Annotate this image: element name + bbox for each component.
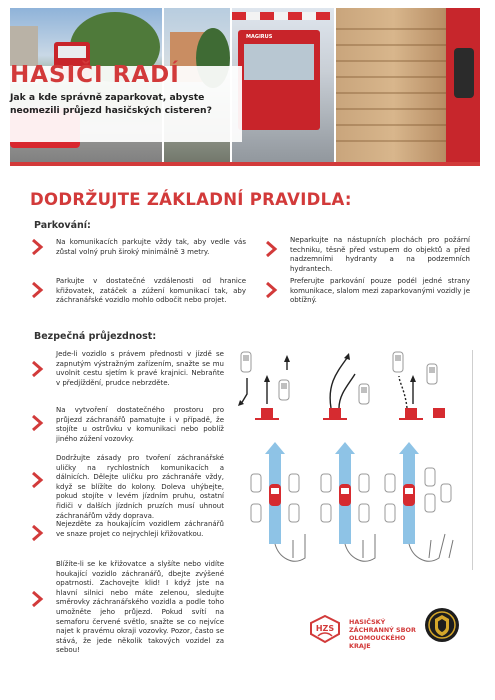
traffic-illustrations (235, 344, 470, 574)
photo-warning-stripe (232, 12, 246, 20)
safe-passage-item: Nejezděte za houkajícím vozidlem záchranářů ve snaze projet co nejrychleji křižovatkou. (56, 520, 224, 538)
hzs-logo-icon (306, 614, 344, 644)
subtitle-line: neomezili průjezd hasičských cisteren? (10, 104, 212, 116)
subtitle-line: Jak a kde správně zaparkovat, abyste (10, 92, 205, 103)
rescue-lane-diagram-middle (321, 442, 375, 561)
truck-brand-label: MAGIRUS (246, 34, 273, 40)
photo-shutter-slat (336, 28, 446, 30)
scenario-island-diagram (393, 352, 445, 420)
photo-warning-stripe (316, 12, 330, 20)
photo-shutter-slat (336, 124, 446, 126)
safe-passage-item: Blížíte-li se ke křižovatce a slyšíte nebo vidíte houkající vozidlo záchranářů, dbejte zvýšené opatrnosti. Zachovejte klid! I když jste na hlavní silnici nebo máte zelenou, sledujte směrovky záchranářského vozidla a podle toho umožněte jeho průjezd. Pokud svítí na semaforu červené světlo, snažte se co nejvíce najet k pravému okraji vozovky. Pozor, často se stává, že jede několik takových vozidel za sebou! (56, 560, 224, 655)
illustration-divider (472, 350, 473, 570)
photo-truck-windshield (58, 46, 86, 58)
photo-truck-side-mirror (336, 8, 480, 166)
chevron-right-icon (264, 281, 278, 299)
organisation-name-line: KRAJE (349, 642, 371, 650)
hzs-logo-abbr: HZS (315, 624, 335, 633)
photo-warning-stripe (274, 12, 288, 20)
photo-fire-truck-front (232, 8, 334, 166)
photo-side-mirror (454, 48, 474, 98)
photo-shutter-slat (336, 60, 446, 62)
parking-item: Na komunikacích parkujte vždy tak, aby vedle vás zůstal volný pruh široký minimálně 3 metry. (56, 238, 246, 256)
header-accent-band (10, 162, 480, 166)
organisation-name-line: ZÁCHRANNÝ SBOR (349, 626, 416, 634)
organisation-name-line: OLOMOUCKÉHO (349, 634, 406, 642)
photo-shutter-slat (336, 92, 446, 94)
chevron-right-icon (264, 240, 278, 258)
parking-item: Neparkujte na nástupních plochách pro požární techniku, těsně před vstupem do objektů a před nadzemními hydranty a na podzemních hydrantech. (290, 236, 470, 273)
parking-item: Preferujte parkování pouze podél jedné strany komunikace, slalom mezi zaparkovanými vozidly je obtížný. (290, 277, 470, 305)
scenario-overtake-diagram (323, 353, 369, 420)
chevron-right-icon (30, 238, 44, 256)
fire-rescue-emblem-icon (424, 607, 460, 643)
safe-passage-item: Na vytvoření dostatečného prostoru pro průjezd záchranářů pamatujte i v případě, že stojíte u ostrůvku v komunikaci nebo poblíž jiného zúžení vozovky. (56, 406, 224, 443)
chevron-right-icon (30, 414, 44, 432)
page-title: HASIČI RADÍ (10, 62, 180, 88)
photo-shutter-slat (336, 108, 446, 110)
chevron-right-icon (30, 471, 44, 489)
photo-warning-stripe (260, 12, 274, 20)
photo-shutter-slat (336, 44, 446, 46)
photo-shutter-slat (336, 140, 446, 142)
safe-passage-heading: Bezpečná průjezdnost: (34, 331, 157, 342)
parking-item: Parkujte v dostatečné vzdálenosti od hranice křižovatek, zatáček a zúžení komunikací tak, aby záchranářské vozidlo mohlo odbočit nebo projet. (56, 277, 246, 305)
rescue-lane-diagram-left (251, 442, 305, 561)
photo-warning-stripe (246, 12, 260, 20)
chevron-right-icon (30, 281, 44, 299)
chevron-right-icon (30, 590, 44, 608)
parking-heading: Parkování: (34, 220, 91, 231)
chevron-right-icon (30, 524, 44, 542)
safe-passage-item: Jede-li vozidlo s právem přednosti v jízdě se zapnutým výstražným zařízením, snažte se mu uvolnit cestu sjetím k pravé krajnici. Nebraňte v předjíždění, prudce nebrzděte. (56, 350, 224, 387)
rescue-lane-diagram-right (385, 442, 453, 561)
photo-warning-stripe (302, 12, 316, 20)
safe-passage-item: Dodržujte zásady pro tvoření záchranářské uličky na rychlostních komunikacích a dálnicích. Dělejte uličku pro záchranáře vždy, když se blížíte do kolony. Doleva uhýbejte, pokud stojíte v levém jízdním pruhu, ostatní řidiči v dalších jízdních pruzích musí uhnout záchranářům vždy doprava. (56, 454, 224, 520)
photo-warning-stripe (288, 12, 302, 20)
scenario-pull-right-diagram (238, 352, 290, 420)
organisation-name-line: HASIČSKÝ (349, 618, 386, 626)
chevron-right-icon (30, 360, 44, 378)
organisation-name (349, 618, 416, 650)
section-heading: DODRŽUJTE ZÁKLADNÍ PRAVIDLA: (30, 190, 352, 209)
page-subtitle (10, 92, 234, 117)
photo-shutter-slat (336, 76, 446, 78)
photo-truck-windshield (244, 44, 314, 80)
